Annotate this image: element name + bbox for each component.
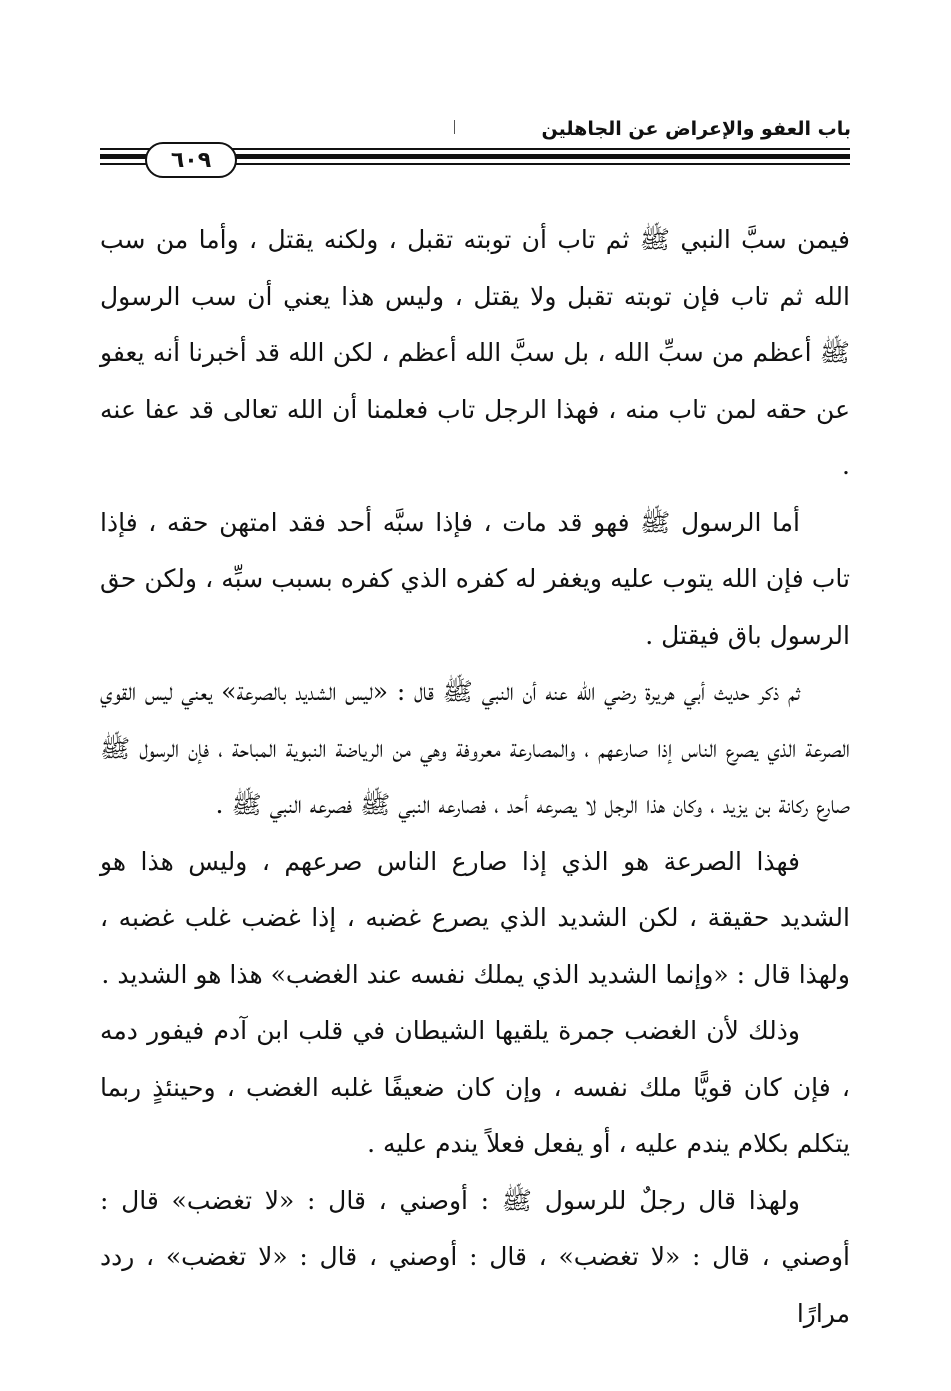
paragraph-3: ثم ذكر حديث أبي هريرة رضي الله عنه أن النبي ﷺ قال : «ليس الشديد بالصرعة» يعني ليس القوي الصرعة الذي يصرع الناس إذا صارعهم ، والمصارعة معروفة وهي من الرياضة النبوية المباحة ، فإن الرسول ﷺ صارع ركانة بن يزيد ، وكان هذا الرجل لا يصرعه أحد ، فصارعه النبي ﷺ فصرعه النبي ﷺ . [100, 677, 850, 819]
paragraph-1: فيمن سبَّ النبي ﷺ ثم تاب أن توبته تقبل ، ولكنه يقتل ، وأما من سب الله ثم تاب فإن توبته تقبل ولا يقتل ، وليس هذا يعني أن سب الرسول ﷺ أعظم من سبِّ الله ، بل سبَّ الله أعظم ، لكن الله قد أخبرنا أنه يعفو عن حقه لمن تاب منه ، فهذا الرجل تاب فعلمنا أن الله تعالى قد عفا عنه . [100, 225, 850, 480]
scan-mark [454, 120, 455, 134]
paragraph-6: ولهذا قال رجلٌ للرسول ﷺ : أوصني ، قال : «لا تغضب» قال : أوصني ، قال : «لا تغضب» ، قال : أوصني ، قال : «لا تغضب» ، ردد مرارًا [100, 1185, 850, 1328]
page-body [100, 212, 850, 1342]
paragraph-5: وذلك لأن الغضب جمرة يلقيها الشيطان في قلب ابن آدم فيفور دمه ، فإن كان قويًّا ملك نفسه ، وإن كان ضعيفًا غلبه الغضب ، وحينئذٍ ربما يتكلم بكلام يندم عليه ، أو يفعل فعلاً يندم عليه . [100, 1016, 850, 1158]
running-title: باب العفو والإعراض عن الجاهلين [541, 118, 851, 140]
paragraph-4: فهذا الصرعة هو الذي إذا صارع الناس صرعهم ، وليس هذا هو الشديد حقيقة ، لكن الشديد الذي يصرع غضبه ، إذا غضب غلب غضبه ، ولهذا قال : «وإنما الشديد الذي يملك نفسه عند الغضب» هذا هو الشديد . [100, 846, 850, 989]
page-number: ٦٠٩ [145, 142, 237, 178]
paragraph-2: أما الرسول ﷺ فهو قد مات ، فإذا سبَّه أحد فقد امتهن حقه ، فإذا تاب فإن الله يتوب عليه ويغفر له كفره الذي كفره بسبب سبِّه ، ولكن حق الرسول باق فيقتل . [100, 507, 850, 650]
